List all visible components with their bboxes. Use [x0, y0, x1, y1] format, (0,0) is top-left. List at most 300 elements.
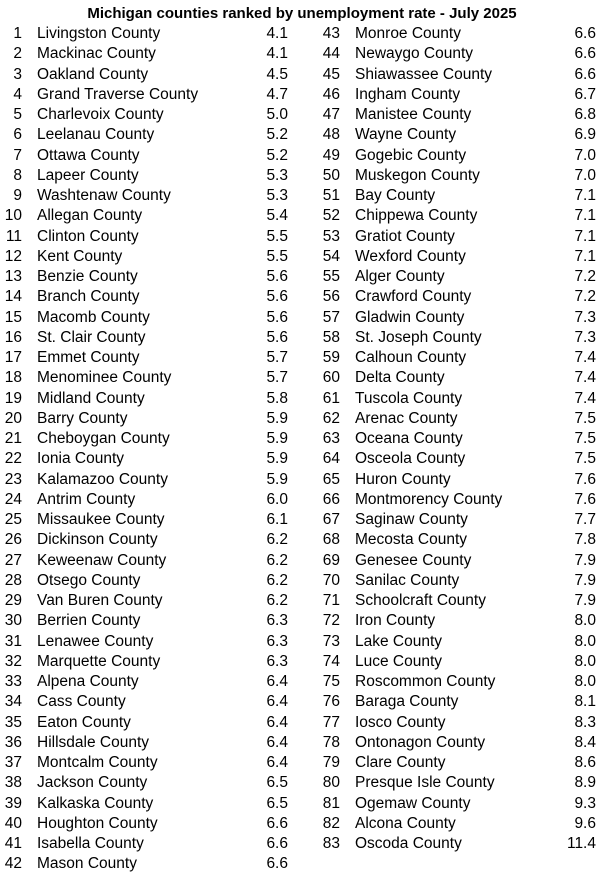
table-row — [300, 24, 604, 44]
table-row — [0, 368, 300, 388]
unemployment-rate: 5.3 — [266, 187, 288, 204]
county-name: Montmorency County — [355, 490, 503, 508]
county-name: Van Buren County — [37, 592, 163, 609]
county-name: Leelanau County — [37, 126, 155, 144]
rank-number: 74 — [322, 652, 340, 670]
unemployment-rate: 6.2 — [266, 571, 288, 589]
unemployment-rate: 7.1 — [574, 247, 596, 265]
rank-number: 1 — [13, 25, 22, 42]
county-name: Monroe County — [355, 25, 461, 42]
unemployment-rate: 5.9 — [266, 450, 288, 468]
table-row — [300, 206, 604, 226]
table-row — [0, 854, 300, 874]
county-name: Dickinson County — [37, 531, 158, 549]
table-row — [300, 247, 604, 267]
table-row — [300, 591, 604, 611]
table-row — [0, 287, 300, 307]
unemployment-rate: 7.7 — [574, 511, 596, 528]
rank-number: 19 — [4, 389, 22, 407]
unemployment-rate: 5.2 — [266, 146, 288, 164]
unemployment-rate: 6.4 — [266, 693, 288, 711]
table-row — [0, 713, 300, 733]
table-row — [0, 834, 300, 854]
rank-number: 12 — [4, 247, 22, 265]
rank-number: 55 — [322, 268, 340, 285]
unemployment-rate: 6.3 — [266, 632, 288, 650]
table-row — [300, 490, 604, 510]
county-name: Chippewa County — [355, 207, 478, 225]
county-name: Jackson County — [37, 774, 148, 792]
rank-number: 37 — [4, 754, 22, 771]
county-name: Branch County — [37, 288, 140, 306]
unemployment-rate: 4.1 — [266, 25, 288, 42]
county-name: Mecosta County — [355, 531, 467, 549]
county-name: Oceana County — [355, 430, 463, 447]
unemployment-rate: 7.4 — [574, 369, 596, 387]
table-row — [0, 611, 300, 631]
unemployment-rate: 8.0 — [574, 673, 596, 690]
county-name: Osceola County — [355, 450, 466, 468]
rank-number: 27 — [4, 551, 22, 569]
unemployment-rate: 7.5 — [574, 409, 596, 427]
unemployment-rate: 6.4 — [266, 754, 288, 771]
county-name: Grand Traverse County — [37, 85, 199, 103]
unemployment-rate: 6.6 — [266, 855, 288, 873]
table-row — [300, 125, 604, 145]
unemployment-rate: 7.8 — [574, 531, 596, 549]
table-row — [0, 632, 300, 652]
unemployment-rate: 7.4 — [574, 389, 596, 407]
unemployment-rate: 5.7 — [266, 349, 288, 366]
unemployment-rate: 4.7 — [266, 85, 288, 103]
county-name: Luce County — [355, 652, 443, 670]
rank-number: 7 — [13, 146, 22, 164]
table-row — [300, 753, 604, 773]
county-name: Allegan County — [37, 207, 143, 225]
unemployment-rate: 6.0 — [266, 490, 288, 508]
unemployment-rate: 6.5 — [266, 774, 288, 792]
county-name: Keweenaw County — [37, 551, 167, 569]
unemployment-rate: 6.6 — [266, 814, 288, 832]
table-row — [0, 429, 300, 449]
table-row — [0, 692, 300, 712]
rank-number: 38 — [4, 774, 22, 792]
table-row — [0, 794, 300, 814]
table-row — [300, 308, 604, 328]
rank-number: 39 — [4, 794, 22, 812]
table-row — [300, 814, 604, 834]
unemployment-rate: 7.9 — [574, 592, 596, 609]
table-row — [0, 186, 300, 206]
unemployment-rate: 6.6 — [266, 835, 288, 852]
county-name: Newaygo County — [355, 45, 474, 63]
unemployment-rate: 7.1 — [574, 227, 596, 245]
unemployment-rate: 5.6 — [266, 308, 288, 326]
county-name: Genesee County — [355, 551, 472, 569]
rank-number: 34 — [4, 693, 22, 711]
rank-number: 26 — [4, 531, 22, 549]
county-name: Montcalm County — [37, 754, 158, 771]
unemployment-rate: 7.5 — [574, 450, 596, 468]
table-row — [300, 267, 604, 287]
county-name: Midland County — [37, 389, 145, 407]
table-row — [0, 44, 300, 64]
unemployment-rate: 4.1 — [266, 45, 288, 63]
unemployment-rate: 7.6 — [574, 470, 596, 488]
rank-number: 80 — [322, 774, 340, 792]
table-row — [0, 105, 300, 125]
unemployment-rate: 9.6 — [574, 814, 596, 832]
unemployment-rate: 8.1 — [574, 693, 596, 711]
rank-number: 11 — [5, 227, 22, 245]
rank-number: 62 — [322, 409, 340, 427]
rank-number: 16 — [4, 328, 22, 346]
table-row — [300, 510, 604, 530]
table-row — [0, 449, 300, 469]
county-name: Otsego County — [37, 571, 141, 589]
rank-number: 3 — [13, 65, 22, 83]
county-name: Washtenaw County — [37, 187, 171, 204]
table-row — [300, 692, 604, 712]
unemployment-rate: 8.3 — [574, 713, 596, 731]
county-name: Antrim County — [37, 490, 136, 508]
rank-number: 47 — [322, 106, 340, 123]
rank-number: 83 — [322, 835, 340, 852]
rank-number: 28 — [4, 571, 22, 589]
county-name: Clare County — [355, 754, 446, 771]
rank-number: 53 — [322, 227, 340, 245]
unemployment-rate: 5.4 — [266, 207, 288, 225]
table-row — [0, 328, 300, 348]
county-name: Shiawassee County — [355, 65, 492, 83]
county-name: Mackinac County — [37, 45, 156, 63]
rank-number: 65 — [322, 470, 340, 488]
county-name: Crawford County — [355, 288, 472, 306]
unemployment-rate: 8.9 — [574, 774, 596, 792]
rank-number: 69 — [322, 551, 340, 569]
table-row — [0, 85, 300, 105]
table-row — [300, 389, 604, 409]
table-row — [300, 186, 604, 206]
table-row — [0, 510, 300, 530]
table-row — [0, 591, 300, 611]
unemployment-rate: 6.2 — [266, 551, 288, 569]
county-name: Oakland County — [37, 65, 149, 83]
county-name: Huron County — [355, 470, 451, 488]
unemployment-rate: 5.6 — [266, 328, 288, 346]
table-row — [0, 753, 300, 773]
unemployment-rate: 6.2 — [266, 531, 288, 549]
rank-number: 9 — [13, 187, 22, 204]
rank-number: 82 — [322, 814, 340, 832]
county-name: Wayne County — [355, 126, 457, 144]
rank-number: 44 — [322, 45, 340, 63]
rank-number: 13 — [4, 268, 22, 285]
rank-number: 5 — [13, 106, 22, 123]
county-name: Calhoun County — [355, 349, 467, 366]
rank-number: 33 — [4, 673, 22, 690]
rank-number: 49 — [322, 146, 340, 164]
rank-number: 78 — [322, 733, 340, 751]
county-name: Kent County — [37, 247, 123, 265]
table-row — [300, 409, 604, 429]
unemployment-rate: 6.8 — [574, 106, 596, 123]
county-name: Eaton County — [37, 713, 131, 731]
rank-number: 61 — [322, 389, 340, 407]
unemployment-rate: 8.0 — [574, 632, 596, 650]
county-name: Muskegon County — [355, 166, 480, 184]
table-row — [0, 672, 300, 692]
rank-number: 17 — [4, 349, 22, 366]
rank-number: 75 — [322, 673, 340, 690]
unemployment-rate: 7.1 — [574, 187, 596, 204]
table-row — [0, 206, 300, 226]
table-row — [300, 44, 604, 64]
unemployment-rate: 7.3 — [574, 308, 596, 326]
table-row — [300, 773, 604, 793]
county-name: St. Clair County — [37, 328, 146, 346]
rank-number: 18 — [4, 369, 22, 387]
table-row — [0, 409, 300, 429]
county-name: Cheboygan County — [37, 430, 170, 447]
rank-number: 31 — [4, 632, 22, 650]
rank-number: 81 — [322, 794, 340, 812]
table-row — [0, 65, 300, 85]
unemployment-rate: 6.6 — [574, 25, 596, 42]
county-name: Houghton County — [37, 814, 158, 832]
unemployment-rate: 4.5 — [266, 65, 288, 83]
unemployment-rate: 5.9 — [266, 409, 288, 427]
unemployment-rate: 5.6 — [266, 288, 288, 306]
rank-number: 40 — [4, 814, 22, 832]
rank-number: 52 — [322, 207, 340, 225]
county-name: Ontonagon County — [355, 733, 486, 751]
rank-number: 42 — [4, 855, 22, 873]
rank-number: 57 — [322, 308, 340, 326]
county-name: Benzie County — [37, 268, 138, 285]
county-name: Roscommon County — [355, 673, 496, 690]
unemployment-rate: 6.6 — [574, 45, 596, 63]
table-row — [300, 146, 604, 166]
county-name: Mason County — [37, 855, 137, 873]
county-name: Presque Isle County — [355, 774, 495, 792]
table-row — [300, 227, 604, 247]
county-name: Alpena County — [37, 673, 139, 690]
table-row — [300, 571, 604, 591]
table-row — [0, 389, 300, 409]
unemployment-rate: 6.3 — [266, 652, 288, 670]
table-row — [300, 551, 604, 571]
unemployment-rate: 7.1 — [574, 207, 596, 225]
unemployment-rate: 5.2 — [266, 126, 288, 144]
table-row — [300, 470, 604, 490]
county-name: Emmet County — [37, 349, 140, 366]
rank-number: 68 — [322, 531, 340, 549]
table-row — [300, 794, 604, 814]
county-name: Ottawa County — [37, 146, 140, 164]
rank-number: 56 — [322, 288, 340, 306]
table-row — [0, 24, 300, 44]
unemployment-rate: 5.8 — [266, 389, 288, 407]
unemployment-rate: 6.3 — [266, 612, 288, 630]
county-name: Bay County — [355, 187, 436, 204]
unemployment-rate: 8.0 — [574, 612, 596, 630]
rank-number: 21 — [4, 430, 22, 447]
county-name: Alcona County — [355, 814, 456, 832]
table-row — [300, 368, 604, 388]
page-title: Michigan counties ranked by unemployment rate - July 2025 — [87, 5, 517, 22]
county-name: Kalamazoo County — [37, 470, 168, 488]
county-name: Lapeer County — [37, 166, 139, 184]
table-row — [0, 773, 300, 793]
unemployment-rate: 6.2 — [266, 592, 288, 609]
rank-number: 46 — [322, 85, 340, 103]
county-name: Iosco County — [355, 713, 446, 731]
county-name: Baraga County — [355, 693, 459, 711]
county-name: Clinton County — [37, 227, 139, 245]
table-row — [300, 834, 604, 854]
rank-number: 22 — [4, 450, 22, 468]
county-name: Lenawee County — [37, 632, 154, 650]
county-name: Alger County — [355, 268, 445, 285]
rank-number: 24 — [4, 490, 22, 508]
table-row — [0, 166, 300, 186]
county-name: Lake County — [355, 632, 443, 650]
rank-number: 36 — [4, 733, 22, 751]
rank-number: 64 — [322, 450, 340, 468]
unemployment-rate: 6.4 — [266, 733, 288, 751]
rank-number: 43 — [322, 25, 340, 42]
rank-number: 70 — [322, 571, 340, 589]
unemployment-rate: 9.3 — [574, 794, 596, 812]
table-row — [0, 490, 300, 510]
rank-number: 76 — [322, 693, 340, 711]
county-name: Saginaw County — [355, 511, 468, 528]
county-name: Gogebic County — [355, 146, 467, 164]
unemployment-rate: 6.9 — [574, 126, 596, 144]
table-row — [300, 105, 604, 125]
right-column-list — [300, 24, 604, 854]
table-row — [300, 672, 604, 692]
county-name: Berrien County — [37, 612, 141, 630]
table-row — [0, 571, 300, 591]
table-row — [0, 551, 300, 571]
county-name: Manistee County — [355, 106, 472, 123]
table-row — [0, 227, 300, 247]
county-name: Ingham County — [355, 85, 461, 103]
rank-number: 66 — [322, 490, 340, 508]
rank-number: 63 — [322, 430, 340, 447]
table-row — [0, 530, 300, 550]
table-row — [300, 530, 604, 550]
county-name: Macomb County — [37, 308, 150, 326]
unemployment-rate: 7.9 — [574, 551, 596, 569]
rank-number: 6 — [13, 126, 22, 144]
county-name: Isabella County — [37, 835, 144, 852]
table-row — [300, 632, 604, 652]
table-row — [300, 733, 604, 753]
rank-number: 45 — [322, 65, 340, 83]
table-row — [300, 328, 604, 348]
unemployment-rate: 8.4 — [574, 733, 596, 751]
table-row — [300, 611, 604, 631]
unemployment-rate: 7.9 — [574, 571, 596, 589]
county-name: Schoolcraft County — [355, 592, 486, 609]
unemployment-rate: 5.9 — [266, 470, 288, 488]
table-row — [0, 733, 300, 753]
county-name: Gladwin County — [355, 308, 465, 326]
unemployment-rate: 6.4 — [266, 713, 288, 731]
unemployment-rate: 7.2 — [574, 288, 596, 306]
rank-number: 10 — [4, 207, 22, 225]
unemployment-rate: 5.9 — [266, 430, 288, 447]
unemployment-rate: 6.1 — [266, 511, 288, 528]
county-name: Marquette County — [37, 652, 161, 670]
table-row — [300, 287, 604, 307]
rank-number: 58 — [322, 328, 340, 346]
rank-number: 35 — [4, 713, 22, 731]
rank-number: 14 — [4, 288, 22, 306]
county-name: Ogemaw County — [355, 794, 471, 812]
unemployment-rate: 7.5 — [574, 430, 596, 447]
rank-number: 15 — [4, 308, 22, 326]
rank-number: 20 — [4, 409, 22, 427]
rank-number: 25 — [4, 511, 22, 528]
table-row — [300, 348, 604, 368]
county-name: Livingston County — [37, 25, 161, 42]
rank-number: 72 — [322, 612, 340, 630]
county-name: St. Joseph County — [355, 328, 482, 346]
county-name: Tuscola County — [355, 389, 463, 407]
table-row — [0, 267, 300, 287]
rank-number: 51 — [322, 187, 340, 204]
table-row — [300, 166, 604, 186]
county-name: Barry County — [37, 409, 128, 427]
rank-number: 8 — [13, 166, 22, 184]
rank-number: 41 — [4, 835, 22, 852]
county-name: Delta County — [355, 369, 445, 387]
rank-number: 54 — [322, 247, 340, 265]
county-name: Gratiot County — [355, 227, 455, 245]
unemployment-rate: 5.3 — [266, 166, 288, 184]
county-name: Kalkaska County — [37, 794, 154, 812]
table-row — [0, 125, 300, 145]
table-row — [0, 146, 300, 166]
unemployment-rate: 5.5 — [266, 247, 288, 265]
unemployment-rate: 6.4 — [266, 673, 288, 690]
rank-number: 79 — [322, 754, 340, 771]
county-name: Iron County — [355, 612, 436, 630]
rank-number: 67 — [322, 511, 340, 528]
rank-number: 71 — [322, 592, 340, 609]
unemployment-rate: 5.6 — [266, 268, 288, 285]
left-column-list — [0, 24, 300, 875]
rank-number: 23 — [4, 470, 22, 488]
unemployment-rate: 7.6 — [574, 490, 596, 508]
unemployment-rate: 7.2 — [574, 268, 596, 285]
table-row — [0, 652, 300, 672]
table-row — [300, 713, 604, 733]
unemployment-rate: 7.0 — [574, 166, 596, 184]
rank-number: 59 — [322, 349, 340, 366]
rank-number: 29 — [4, 592, 22, 609]
unemployment-rate: 8.6 — [574, 754, 596, 771]
unemployment-rate: 5.5 — [266, 227, 288, 245]
county-name: Charlevoix County — [37, 106, 164, 123]
rank-number: 77 — [322, 713, 340, 731]
unemployment-rate: 5.7 — [266, 369, 288, 387]
unemployment-rate: 7.4 — [574, 349, 596, 366]
